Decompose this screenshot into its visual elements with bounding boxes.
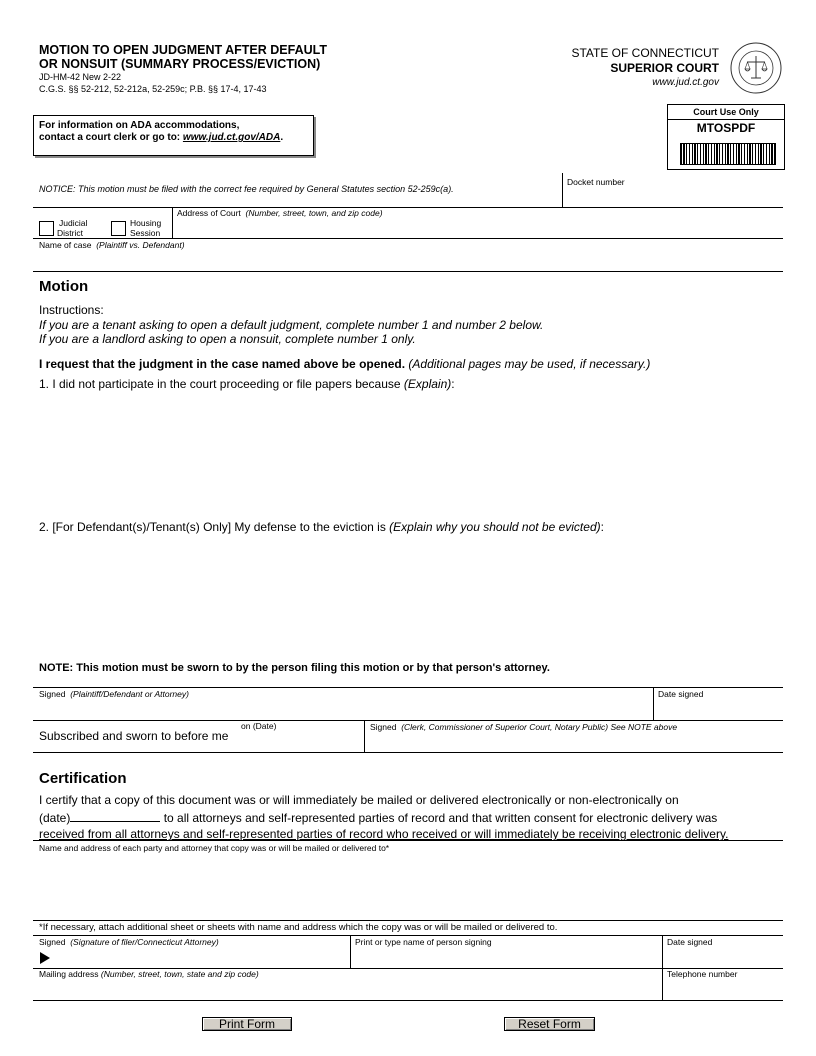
court-name: SUPERIOR COURT <box>610 61 719 75</box>
signature-input[interactable] <box>40 701 648 717</box>
court-address-label: Address of Court (Number, street, town, and zip code) <box>177 208 383 218</box>
form-title-line2: OR NONSUIT (SUMMARY PROCESS/EVICTION) <box>39 57 321 71</box>
cert-line1: I certify that a copy of this document was or will immediately be mailed or delivered electronically or non-electronically on <box>39 793 679 807</box>
case-name-label: Name of case (Plaintiff vs. Defendant) <box>39 240 185 250</box>
fee-notice: NOTICE: This motion must be filed with the correct fee required by General Statutes section 52-259c(a). <box>39 184 454 194</box>
court-website: www.jud.ct.gov <box>652 77 719 88</box>
cert-line3: received from all attorneys and self-represented parties of record who received or will immediately be receiving electronic delivery. <box>39 827 729 841</box>
judicial-district-label: Judicial District <box>57 218 88 238</box>
form-number: JD-HM-42 New 2-22 <box>39 72 122 82</box>
print-name-label: Print or type name of person signing <box>355 937 492 947</box>
clerk-signed-label: Signed (Clerk, Commissioner of Superior Court, Notary Public) See NOTE above <box>370 722 678 732</box>
sworn-note: NOTE: This motion must be sworn to by the person filing this motion or by that person's attorney. <box>39 662 550 674</box>
names-addresses-input[interactable] <box>40 856 778 918</box>
filer-date-input[interactable] <box>668 950 778 966</box>
judicial-district-checkbox[interactable] <box>39 221 54 236</box>
housing-session-checkbox[interactable] <box>111 221 126 236</box>
request-statement: I request that the judgment in the case named above be opened. (Additional pages may be used, if necessary.) <box>39 357 651 371</box>
instruction-tenant: If you are a tenant asking to open a default judgment, complete number 1 and number 2 below. <box>39 318 544 332</box>
sworn-before-me: Subscribed and sworn to before me <box>39 729 229 743</box>
docket-label: Docket number <box>567 177 625 187</box>
nonparticipation-explanation[interactable] <box>40 393 778 513</box>
state-name: STATE OF CONNECTICUT <box>571 46 719 60</box>
ada-line1: For information on ADA accommodations, <box>39 120 240 131</box>
ada-info-box <box>33 115 314 156</box>
court-use-box <box>667 104 785 170</box>
court-seal-icon <box>730 42 782 94</box>
form-title-line1: MOTION TO OPEN JUDGMENT AFTER DEFAULT <box>39 43 327 57</box>
filer-signature-input[interactable] <box>54 950 344 966</box>
date-signed-label: Date signed <box>658 689 704 699</box>
filer-signed-label: Signed (Signature of filer/Connecticut Attorney) <box>39 937 219 947</box>
ada-link[interactable]: www.jud.ct.gov/ADA <box>182 132 281 143</box>
filer-date-signed-label: Date signed <box>667 937 713 947</box>
housing-session-label: Housing Session <box>130 218 162 238</box>
cert-line2: (date) to all attorneys and self-represented parties of record and that written consent for electronic delivery was <box>39 811 718 825</box>
court-use-label: Court Use Only <box>668 105 784 120</box>
motion-heading: Motion <box>39 278 89 295</box>
form-title <box>39 43 327 71</box>
telephone-input[interactable] <box>668 982 778 998</box>
instructions-label: Instructions: <box>39 303 104 317</box>
names-addresses-label: Name and address of each party and attorney that copy was or will be mailed or delivered to* <box>39 843 390 853</box>
court-use-code: MTOSPDF <box>696 121 756 135</box>
on-date-label: on (Date) <box>241 721 277 731</box>
attach-footnote: *If necessary, attach additional sheet or sheets with name and address which the copy was or will be mailed or delivered to. <box>39 922 558 933</box>
mailing-address-label: Mailing address (Number, street, town, state and zip code) <box>39 969 259 979</box>
reset-form-button[interactable]: Reset Form <box>504 1017 595 1031</box>
sign-here-arrow-icon <box>40 952 50 964</box>
case-name-input[interactable] <box>40 252 778 268</box>
print-form-button[interactable]: Print Form <box>202 1017 292 1031</box>
clerk-signature-input[interactable] <box>371 734 777 750</box>
eviction-defense-explanation[interactable] <box>40 536 778 654</box>
print-name-input[interactable] <box>356 950 656 966</box>
mailing-address-input[interactable] <box>40 982 656 998</box>
statute-citation: C.G.S. §§ 52-212, 52-212a, 52-259c; P.B. §§ 17-4, 17-43 <box>39 84 267 94</box>
sworn-date-input[interactable] <box>241 733 359 749</box>
court-address-input[interactable] <box>178 220 778 236</box>
barcode-icon <box>680 143 776 165</box>
signed-label: Signed (Plaintiff/Defendant or Attorney) <box>39 689 189 699</box>
ada-line2: contact a court clerk or go to: www.jud.ct.gov/ADA. <box>39 132 284 143</box>
telephone-label: Telephone number <box>667 969 738 979</box>
date-signed-input[interactable] <box>659 701 779 717</box>
item1-prompt: 1. I did not participate in the court proceeding or file papers because (Explain): <box>39 377 455 391</box>
certification-heading: Certification <box>39 770 127 787</box>
instruction-landlord: If you are a landlord asking to open a nonsuit, complete number 1 only. <box>39 332 416 346</box>
cert-date-input[interactable] <box>76 808 164 822</box>
docket-number-input[interactable] <box>568 189 778 205</box>
item2-prompt: 2. [For Defendant(s)/Tenant(s) Only] My defense to the eviction is (Explain why you should not be evicted): <box>39 520 604 534</box>
